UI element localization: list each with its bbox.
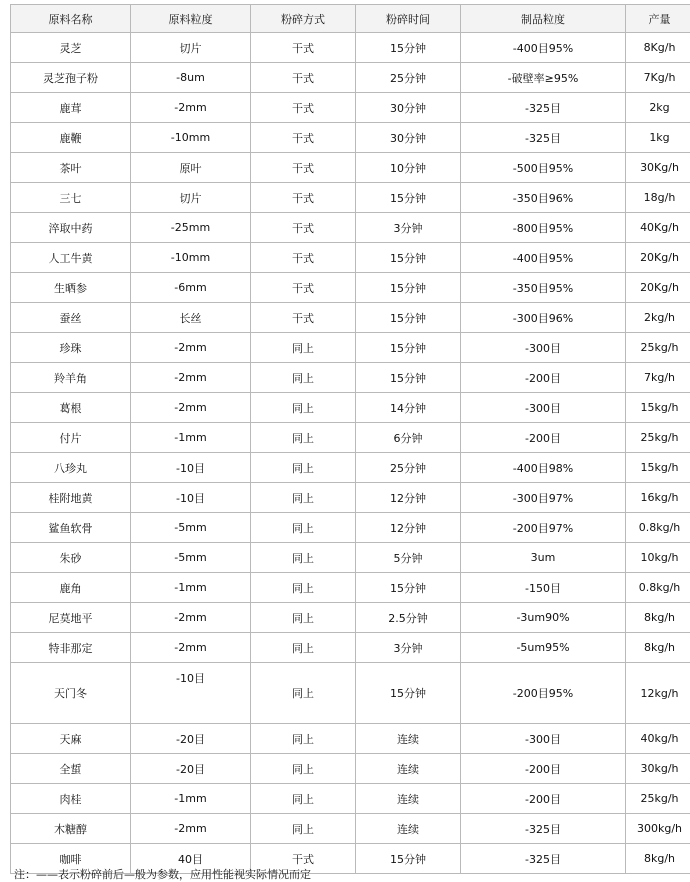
table-row [11,663,690,724]
output-cell: 30Kg/h [626,153,690,183]
grinding-time-cell: 15分钟 [356,844,461,874]
material-size-cell: -10mm [131,123,251,153]
grinding-method-cell: 干式 [251,243,356,273]
table-row [11,63,690,93]
output-cell: 8kg/h [626,633,690,663]
product-size-cell: -200目 [461,784,626,814]
material-name-cell: 特非那定 [11,633,131,663]
material-size-cell: -1mm [131,784,251,814]
material-size-cell: -10mm [131,243,251,273]
col-header-material-name: 原料名称 [11,5,131,33]
grinding-time-cell: 5分钟 [356,543,461,573]
output-cell: 30kg/h [626,754,690,784]
grinding-time-cell: 15分钟 [356,33,461,63]
output-cell: 0.8kg/h [626,573,690,603]
material-name-cell: 鹿茸 [11,93,131,123]
grinding-time-cell: 25分钟 [356,453,461,483]
table-row [11,633,690,663]
product-size-cell: -325目 [461,93,626,123]
material-name-cell: 鹿鞭 [11,123,131,153]
grinding-time-cell: 连续 [356,754,461,784]
table-row [11,453,690,483]
material-name-cell: 全蜇 [11,754,131,784]
grinding-time-cell: 14分钟 [356,393,461,423]
footnote: 注：——表示粉碎前后—般为参数，应用性能视实际情况而定 [14,866,311,882]
output-cell: 0.8kg/h [626,513,690,543]
product-size-cell: -300目 [461,333,626,363]
material-size-cell: -6mm [131,273,251,303]
grinding-method-cell: 干式 [251,844,356,874]
material-size-cell: -20目 [131,754,251,784]
output-cell: 40Kg/h [626,213,690,243]
product-size-cell: -150目 [461,573,626,603]
material-size-cell: -1mm [131,573,251,603]
output-cell: 1kg [626,123,690,153]
grinding-method-cell: 同上 [251,814,356,844]
output-cell: 25kg/h [626,423,690,453]
material-name-cell: 生晒参 [11,273,131,303]
material-size-cell: 切片 [131,183,251,213]
material-size-cell: -20目 [131,724,251,754]
grinding-time-cell: 15分钟 [356,573,461,603]
material-size-cell: -2mm [131,603,251,633]
table-row [11,333,690,363]
table-row [11,543,690,573]
material-size-cell: -8um [131,63,251,93]
product-size-cell: -200目 [461,423,626,453]
material-size-cell: -2mm [131,93,251,123]
product-size-cell: -3um90% [461,603,626,633]
grinding-time-cell: 30分钟 [356,123,461,153]
grinding-time-cell: 15分钟 [356,303,461,333]
output-cell: 20Kg/h [626,243,690,273]
product-size-cell: -325目 [461,844,626,874]
product-size-cell: -200目97% [461,513,626,543]
product-size-cell: -800目95% [461,213,626,243]
grinding-method-cell: 同上 [251,363,356,393]
table-row [11,303,690,333]
material-size-cell: -10目 [131,483,251,513]
table-row [11,393,690,423]
table-row [11,513,690,543]
output-cell: 2kg/h [626,303,690,333]
output-cell: 2kg [626,93,690,123]
material-name-cell: 三七 [11,183,131,213]
material-name-cell: 朱砂 [11,543,131,573]
grinding-time-cell: 25分钟 [356,63,461,93]
material-size-cell: -10目 [131,663,251,724]
product-size-cell: -500目95% [461,153,626,183]
grinding-method-cell: 干式 [251,153,356,183]
grinding-method-cell: 同上 [251,483,356,513]
product-size-cell: -325目 [461,814,626,844]
material-name-cell: 灵芝孢子粉 [11,63,131,93]
material-name-cell: 天麻 [11,724,131,754]
material-name-cell: 木糖醇 [11,814,131,844]
product-size-cell: -300目97% [461,483,626,513]
material-name-cell: 珍珠 [11,333,131,363]
material-name-cell: 天门冬 [11,663,131,724]
product-size-cell: -350目96% [461,183,626,213]
grinding-time-cell: 15分钟 [356,663,461,724]
table-row [11,754,690,784]
product-size-cell: -350目95% [461,273,626,303]
grinding-time-cell: 15分钟 [356,243,461,273]
grinding-method-cell: 干式 [251,303,356,333]
output-cell: 40kg/h [626,724,690,754]
grinding-method-cell: 同上 [251,513,356,543]
grinding-time-cell: 10分钟 [356,153,461,183]
table-row [11,784,690,814]
grinding-time-cell: 15分钟 [356,363,461,393]
grinding-method-cell: 干式 [251,93,356,123]
output-cell: 8Kg/h [626,33,690,63]
output-cell: 25kg/h [626,333,690,363]
grinding-time-cell: 15分钟 [356,333,461,363]
output-cell: 10kg/h [626,543,690,573]
output-cell: 8kg/h [626,844,690,874]
grinding-time-cell: 3分钟 [356,633,461,663]
material-name-cell: 肉桂 [11,784,131,814]
grinding-time-cell: 15分钟 [356,183,461,213]
output-cell: 15kg/h [626,453,690,483]
material-size-cell: -2mm [131,333,251,363]
table-row [11,363,690,393]
product-size-cell: -200目 [461,363,626,393]
product-size-cell: -300目 [461,393,626,423]
output-cell: 12kg/h [626,663,690,724]
material-size-cell: 长丝 [131,303,251,333]
material-name-cell: 桂附地黄 [11,483,131,513]
grinding-time-cell: 3分钟 [356,213,461,243]
material-size-cell: 切片 [131,33,251,63]
table-row [11,123,690,153]
material-size-cell: -2mm [131,814,251,844]
grinding-method-cell: 同上 [251,633,356,663]
table-row [11,603,690,633]
material-size-cell: -1mm [131,423,251,453]
table-row [11,153,690,183]
table-row [11,243,690,273]
grinding-method-cell: 干式 [251,63,356,93]
grinding-time-cell: 连续 [356,784,461,814]
grinding-method-cell: 干式 [251,213,356,243]
product-size-cell: -400目95% [461,33,626,63]
material-size-cell: -10目 [131,453,251,483]
grinding-method-cell: 同上 [251,724,356,754]
output-cell: 7Kg/h [626,63,690,93]
material-name-cell: 羚羊角 [11,363,131,393]
product-size-cell: -破壁率≥95% [461,63,626,93]
table-row [11,483,690,513]
material-size-cell: 40目 [131,844,251,874]
material-size-cell: -2mm [131,633,251,663]
table-row [11,213,690,243]
material-size-cell: -2mm [131,393,251,423]
table-row [11,724,690,754]
grinding-method-cell: 干式 [251,123,356,153]
grinding-method-cell: 同上 [251,333,356,363]
pulverizing-data-table [10,4,690,874]
grinding-method-cell: 同上 [251,453,356,483]
grinding-method-cell: 干式 [251,273,356,303]
output-cell: 8kg/h [626,603,690,633]
table-row [11,33,690,63]
grinding-method-cell: 干式 [251,183,356,213]
grinding-time-cell: 6分钟 [356,423,461,453]
grinding-time-cell: 12分钟 [356,483,461,513]
product-size-cell: -325目 [461,123,626,153]
material-name-cell: 人工牛黄 [11,243,131,273]
grinding-method-cell: 同上 [251,754,356,784]
grinding-method-cell: 同上 [251,393,356,423]
grinding-time-cell: 2.5分钟 [356,603,461,633]
col-header-product-size: 制品粒度 [461,5,626,33]
product-size-cell: -400目98% [461,453,626,483]
grinding-method-cell: 同上 [251,543,356,573]
table-row [11,573,690,603]
material-name-cell: 葛根 [11,393,131,423]
material-name-cell: 鹿角 [11,573,131,603]
col-header-material-size: 原料粒度 [131,5,251,33]
grinding-method-cell: 同上 [251,573,356,603]
output-cell: 20Kg/h [626,273,690,303]
col-header-grinding-time: 粉碎时间 [356,5,461,33]
grinding-time-cell: 15分钟 [356,273,461,303]
material-name-cell: 付片 [11,423,131,453]
grinding-method-cell: 同上 [251,423,356,453]
output-cell: 25kg/h [626,784,690,814]
material-size-cell: -2mm [131,363,251,393]
output-cell: 300kg/h [626,814,690,844]
material-name-cell: 蚕丝 [11,303,131,333]
product-size-cell: -200目95% [461,663,626,724]
product-size-cell: -300目96% [461,303,626,333]
material-size-cell: -5mm [131,543,251,573]
table-row [11,273,690,303]
grinding-method-cell: 同上 [251,784,356,814]
material-size-cell: 原叶 [131,153,251,183]
table-row [11,183,690,213]
grinding-method-cell: 同上 [251,663,356,724]
grinding-time-cell: 连续 [356,724,461,754]
material-name-cell: 茶叶 [11,153,131,183]
material-name-cell: 八珍丸 [11,453,131,483]
header-row [11,5,690,33]
output-cell: 16kg/h [626,483,690,513]
product-size-cell: -300目 [461,724,626,754]
grinding-time-cell: 30分钟 [356,93,461,123]
grinding-method-cell: 干式 [251,33,356,63]
material-name-cell: 尼莫地平 [11,603,131,633]
material-name-cell: 淬取中药 [11,213,131,243]
material-size-cell: -25mm [131,213,251,243]
grinding-method-cell: 同上 [251,603,356,633]
table-row [11,423,690,453]
material-size-cell: -5mm [131,513,251,543]
output-cell: 18g/h [626,183,690,213]
table-row [11,814,690,844]
material-name-cell: 鲨鱼软骨 [11,513,131,543]
col-header-grinding-method: 粉碎方式 [251,5,356,33]
col-header-output: 产量 [626,5,690,33]
product-size-cell: -200目 [461,754,626,784]
material-name-cell: 灵芝 [11,33,131,63]
grinding-time-cell: 12分钟 [356,513,461,543]
product-size-cell: -5um95% [461,633,626,663]
product-size-cell: -400目95% [461,243,626,273]
output-cell: 15kg/h [626,393,690,423]
material-name-cell: 咖啡 [11,844,131,874]
product-size-cell: 3um [461,543,626,573]
table-row [11,93,690,123]
output-cell: 7kg/h [626,363,690,393]
grinding-time-cell: 连续 [356,814,461,844]
